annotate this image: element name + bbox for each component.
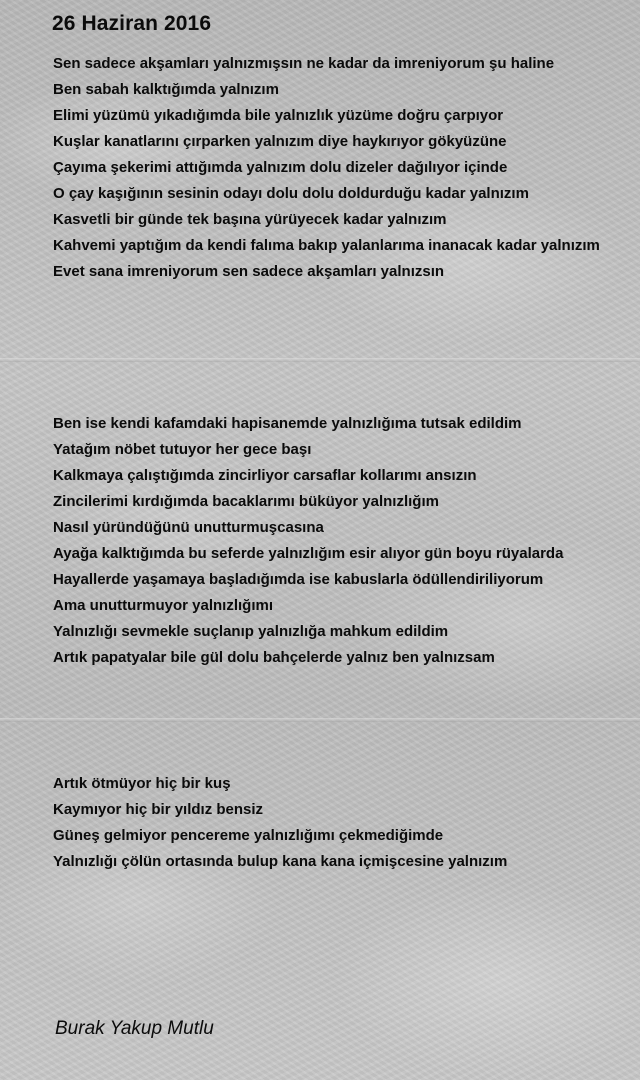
poem-line: Yatağım nöbet tutuyor her gece başı <box>53 441 312 458</box>
poem-line: Artık ötmüyor hiç bir kuş <box>53 775 231 792</box>
poem-title: 26 Haziran 2016 <box>52 12 212 35</box>
stanza-3 <box>53 771 613 875</box>
poem-line: Sen sadece akşamları yalnızmışsın ne kadar da imreniyorum şu haline <box>53 55 555 72</box>
poem-line: Hayallerde yaşamaya başladığımda ise kabuslarla ödüllendiriliyorum <box>53 571 544 588</box>
poem-line: Zincilerimi kırdığımda bacaklarımı büküyor yalnızlığım <box>53 493 439 510</box>
poem-line: Kuşlar kanatlarını çırparken yalnızım diye haykırıyor gökyüzüne <box>53 133 507 150</box>
poem-line: Ben sabah kalktığımda yalnızım <box>53 81 279 98</box>
poem-line: Ayağa kalktığımda bu seferde yalnızlığım esir alıyor gün boyu rüyalarda <box>53 545 564 562</box>
poem-line: Yalnızlığı çölün ortasında bulup kana kana içmişcesine yalnızım <box>53 853 508 870</box>
poem-line: Ben ise kendi kafamdaki hapisanemde yalnızlığıma tutsak edildim <box>53 415 522 432</box>
poem-line: Yalnızlığı sevmekle suçlanıp yalnızlığa mahkum edildim <box>53 623 449 640</box>
author-name: Burak Yakup Mutlu <box>55 1018 214 1039</box>
poem-line: Çayıma şekerimi attığımda yalnızım dolu dizeler dağılıyor içinde <box>53 159 508 176</box>
section-divider <box>0 718 640 722</box>
poem-line: Güneş gelmiyor pencereme yalnızlığımı çekmediğimde <box>53 827 444 844</box>
poem-line: Kaymıyor hiç bir yıldız bensiz <box>53 801 264 818</box>
poem-line: Kahvemi yaptığım da kendi falıma bakıp yalanlarıma inanacak kadar yalnızım <box>53 237 600 254</box>
poem-line: Kalkmaya çalıştığımda zincirliyor carsaflar kollarımı ansızın <box>53 467 477 484</box>
section-divider <box>0 358 640 362</box>
poem-line: Elimi yüzümü yıkadığımda bile yalnızlık yüzüme doğru çarpıyor <box>53 107 504 124</box>
stanza-2 <box>53 411 613 671</box>
poem-line: Ama unutturmuyor yalnızlığımı <box>53 597 274 614</box>
poem-line: Nasıl yüründüğünü unutturmuşcasına <box>53 519 324 536</box>
poem-line: Artık papatyalar bile gül dolu bahçelerde yalnız ben yalnızsam <box>53 649 495 666</box>
poem-line: Kasvetli bir günde tek başına yürüyecek kadar yalnızım <box>53 211 447 228</box>
poem-line: Evet sana imreniyorum sen sadece akşamları yalnızsın <box>53 263 445 280</box>
poem-line: O çay kaşığının sesinin odayı dolu dolu doldurduğu kadar yalnızım <box>53 185 529 202</box>
stanza-1 <box>53 51 613 285</box>
